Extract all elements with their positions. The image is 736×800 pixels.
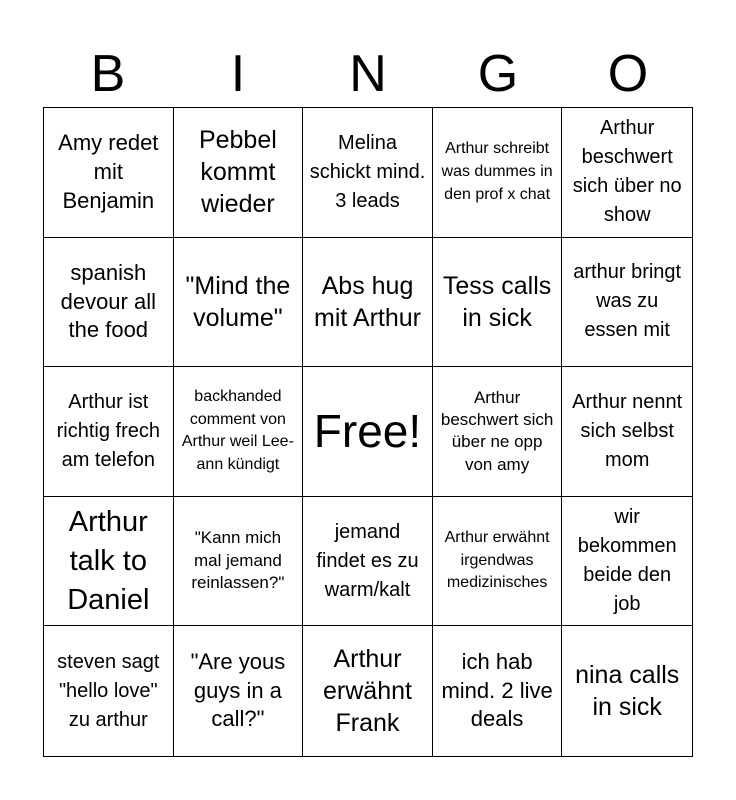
- bingo-cell-r5c4[interactable]: [433, 626, 563, 756]
- header-letter-b: B: [90, 45, 126, 103]
- bingo-cell-r4c1[interactable]: [44, 497, 174, 627]
- bingo-cell-text: ich hab mind. 2 live deals: [441, 649, 553, 732]
- free-space-text: Free!: [313, 405, 422, 458]
- bingo-cell-r1c4[interactable]: [433, 108, 563, 238]
- bingo-cell-text: Arthur erwähnt Frank: [323, 645, 412, 738]
- bingo-cell-r1c1[interactable]: [44, 108, 174, 238]
- bingo-cell-r3c1[interactable]: [44, 367, 174, 497]
- bingo-board: [43, 107, 693, 757]
- bingo-cell-text: Arthur beschwert sich über no show: [572, 117, 682, 227]
- bingo-cell-text: Arthur ist richtig frech am telefon: [56, 390, 160, 471]
- bingo-cell-r4c5[interactable]: [562, 497, 692, 627]
- header-letter-n: N: [349, 45, 387, 103]
- bingo-cell-text: arthur bringt was zu essen mit: [573, 261, 682, 342]
- bingo-cell-text: "Are yous guys in a call?": [190, 649, 286, 732]
- bingo-cell-r4c4[interactable]: [433, 497, 563, 627]
- bingo-cell-text: Melina schickt mind. 3 leads: [309, 131, 426, 212]
- bingo-cell-text: Pebbel kommt wieder: [198, 126, 277, 219]
- bingo-cell-r5c2[interactable]: [174, 626, 304, 756]
- bingo-cell-text: Abs hug mit Arthur: [314, 271, 421, 332]
- bingo-cell-text: Arthur talk to Daniel: [67, 505, 150, 616]
- bingo-cell-r1c2[interactable]: [174, 108, 304, 238]
- bingo-header: [43, 40, 693, 108]
- bingo-cell-text: Arthur beschwert sich über ne opp von amy: [440, 387, 554, 474]
- bingo-cell-text: spanish devour all the food: [60, 260, 156, 343]
- bingo-cell-text: Amy redet mit Benjamin: [58, 130, 159, 213]
- bingo-cell-r2c2[interactable]: [174, 238, 304, 368]
- bingo-cell-r4c3[interactable]: [303, 497, 433, 627]
- bingo-cell-r2c5[interactable]: [562, 238, 692, 368]
- bingo-cell-r2c4[interactable]: [433, 238, 563, 368]
- bingo-cell-text: "Mind the volume": [185, 271, 291, 332]
- bingo-cell-text: Arthur schreibt was dummes in den prof x chat: [441, 140, 553, 203]
- bingo-cell-text: "Kann mich mal jemand reinlassen?": [191, 528, 285, 593]
- bingo-cell-text: backhanded comment von Arthur weil Lee-ann kündigt: [181, 388, 294, 474]
- bingo-cell-r4c2[interactable]: [174, 497, 304, 627]
- bingo-cell-text: steven sagt "hello love" zu arthur: [57, 650, 160, 731]
- bingo-cell-text: Arthur nennt sich selbst mom: [572, 390, 683, 471]
- bingo-cell-text: jemand findet es zu warm/kalt: [316, 520, 419, 601]
- bingo-cell-r2c1[interactable]: [44, 238, 174, 368]
- header-letter-o: O: [607, 45, 649, 103]
- bingo-cell-r2c3[interactable]: [303, 238, 433, 368]
- bingo-cell-r3c5[interactable]: [562, 367, 692, 497]
- bingo-cell-r1c3[interactable]: [303, 108, 433, 238]
- bingo-cell-r5c5[interactable]: [562, 626, 692, 756]
- bingo-cell-r5c1[interactable]: [44, 626, 174, 756]
- bingo-cell-text: nina calls in sick: [575, 661, 680, 722]
- header-letter-i: I: [230, 45, 246, 103]
- bingo-cell-r3c4[interactable]: [433, 367, 563, 497]
- bingo-cell-text: Tess calls in sick: [442, 271, 552, 332]
- bingo-cell-r3c2[interactable]: [174, 367, 304, 497]
- bingo-cell-text: wir bekommen beide den job: [577, 506, 677, 616]
- bingo-cell-text: Arthur erwähnt irgendwas medizinisches: [444, 529, 550, 592]
- bingo-cell-r5c3[interactable]: [303, 626, 433, 756]
- bingo-cell-free[interactable]: [303, 367, 433, 497]
- bingo-cell-r1c5[interactable]: [562, 108, 692, 238]
- header-letter-g: G: [477, 45, 519, 103]
